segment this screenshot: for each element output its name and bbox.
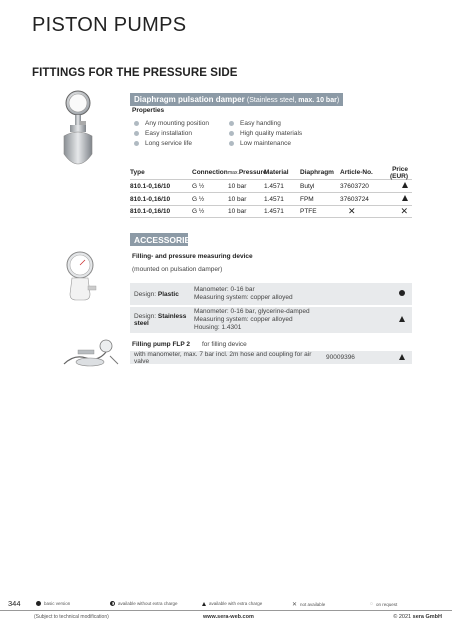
measuring-device-subtitle: (mounted on pulsation damper) [132,266,223,273]
property-item: Any mounting position [134,118,209,128]
filling-pump-image [60,336,122,372]
table-header: Type Connection max.Pressure Material Diaphragm Article-No. Price (EUR) [130,165,408,180]
half-circle-icon [110,601,115,606]
property-item: Easy installation [134,128,209,138]
measuring-device-title: Filling- and pressure measuring device [132,253,253,260]
table-row: 810.1-0,16/10 G ½ 10 bar 1.4571 Butyl 37603720 [130,179,412,192]
bullet-icon [229,131,234,136]
legend-basic: basic version [36,601,70,606]
damper-subtitle: (Stainless steel, max. 10 bar) [246,97,340,104]
design-plastic-row: Design: Plastic Manometer: 0-16 bar Measuring system: copper alloyed [130,283,412,305]
bullet-icon [134,121,139,126]
properties-right [229,118,302,148]
circle-icon [36,601,41,606]
cross-icon: ✕ [292,602,298,608]
filling-pump-row: with manometer, max. 7 bar incl. 2m hose and coupling for air valve 90009396 [130,351,412,364]
circle-icon [399,290,405,296]
damper-title: Diaphragm pulsation damper [134,95,245,104]
measuring-device-image [64,248,102,304]
legend-request: ◌ on request [370,601,398,607]
property-item: Easy handling [229,118,302,128]
property-item: Long service life [134,138,209,148]
cross-icon: ✕ [348,206,356,216]
accessories-title: ACCESSORIES [134,235,196,245]
triangle-icon [402,182,408,188]
damper-title-bar [130,93,343,106]
section-title: FITTINGS FOR THE PRESSURE SIDE [32,67,238,79]
property-item: Low maintenance [229,138,302,148]
legend-extra: available with extra charge [202,601,262,606]
footer-note: (Subject to technical modification) [34,614,109,620]
accessories-title-bar [130,233,196,246]
triangle-icon [402,195,408,201]
filling-pump-for: for filling device [202,341,247,348]
footer-url[interactable]: www.sera-web.com [203,614,254,620]
request-icon: ◌ [370,601,373,607]
bullet-icon [229,121,234,126]
property-item: High quality materials [229,128,302,138]
filling-pump-label: Filling pump FLP 2 [132,341,191,348]
pulsation-damper-image [58,88,108,178]
triangle-icon [399,354,405,360]
triangle-icon [399,316,405,322]
bullet-icon [229,141,234,146]
table-row: 810.1-0,16/10 G ½ 10 bar 1.4571 PTFE ✕ ✕ [130,205,412,218]
legend-free: available without extra charge [110,601,178,606]
page-title: PISTON PUMPS [32,14,187,36]
cross-icon: ✕ [400,206,408,216]
footer-divider [0,610,452,611]
legend-na: ✕ not available [292,602,326,608]
bullet-icon [134,141,139,146]
properties-label: Properties [132,107,165,114]
triangle-icon [202,602,206,606]
design-stainless-row: Design: Stainless steel Manometer: 0-16 bar, glycerine-damped Measuring system: copper alloyed Housing: 1.4301 [130,307,412,333]
table-row: 810.1-0,16/10 G ½ 10 bar 1.4571 FPM 37603724 [130,192,412,205]
bullet-icon [134,131,139,136]
page-number: 344 [8,599,21,608]
damper-table [130,166,412,218]
footer-copyright: © 2021 sera GmbH [393,614,442,620]
properties-left [134,118,209,148]
